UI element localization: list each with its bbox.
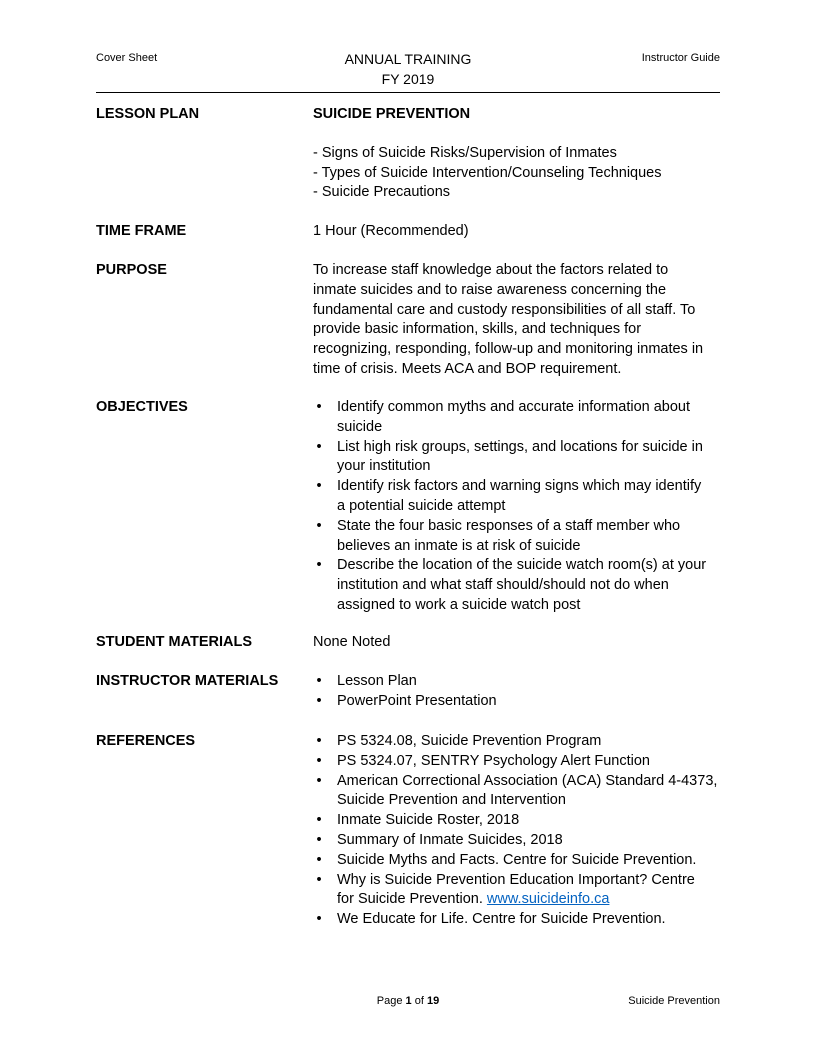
references-list	[313, 732, 720, 930]
suicideinfo-link[interactable]: www.suicideinfo.ca	[486, 891, 610, 908]
objective-line: institution and what staff should/should not do when	[337, 577, 669, 594]
objectives-list	[313, 398, 720, 616]
reference-text: PS 5324.07, SENTRY Psychology Alert Function	[337, 752, 650, 769]
header-divider	[96, 92, 720, 93]
objective-line: List high risk groups, settings, and locations for suicide in	[337, 438, 703, 455]
objective-line: Describe the location of the suicide watch room(s) at your	[337, 557, 707, 574]
bullet-icon: •	[316, 673, 322, 689]
objective-line: a potential suicide attempt	[337, 497, 506, 514]
header-section-label: Cover Sheet	[96, 52, 158, 64]
objective-line: Identify common myths and accurate information about	[337, 399, 691, 415]
page-of: of	[411, 995, 427, 1007]
page-current: 1	[405, 995, 412, 1007]
header-title-line2: FY 2019	[381, 71, 435, 87]
bullet-icon: •	[316, 557, 322, 574]
material-item	[313, 672, 720, 692]
bullet-icon: •	[316, 692, 322, 709]
bullet-icon: •	[316, 438, 322, 455]
objective-item	[313, 556, 720, 615]
page-total: 19	[426, 995, 440, 1007]
bullet-icon: •	[316, 831, 322, 848]
reference-item	[313, 871, 720, 911]
purpose-text	[313, 261, 720, 380]
reference-text: for Suicide Prevention.	[337, 891, 483, 908]
objective-line: suicide	[337, 418, 383, 435]
reference-text: Summary of Inmate Suicides, 2018	[337, 831, 563, 848]
reference-text: Why is Suicide Prevention Education Important? Centre	[337, 871, 695, 888]
purpose-line: time of crisis. Meets ACA and BOP requirement.	[313, 360, 622, 377]
purpose-line: inmate suicides and to raise awareness concerning the	[313, 281, 667, 298]
reference-item	[313, 772, 720, 812]
lesson-topic: - Signs of Suicide Risks/Supervision of Inmates	[313, 144, 617, 161]
objective-item	[313, 477, 720, 517]
lesson-plan-title: SUICIDE PREVENTION	[313, 106, 471, 122]
references-label: REFERENCES	[96, 733, 196, 749]
bullet-icon: •	[316, 812, 322, 829]
objectives-label: OBJECTIVES	[96, 399, 188, 415]
references-content	[313, 732, 720, 930]
instructor-materials-list	[313, 672, 720, 712]
objective-item	[313, 438, 720, 478]
purpose-line: To increase staff knowledge about the factors related to	[313, 262, 669, 278]
purpose-line: fundamental care and custody responsibilities of all staff. To	[313, 301, 696, 318]
reference-text: We Educate for Life. Centre for Suicide Prevention.	[337, 911, 666, 928]
time-frame-value: 1 Hour (Recommended)	[313, 223, 469, 239]
bullet-icon: •	[316, 752, 322, 769]
page-prefix: Page	[376, 995, 406, 1007]
objective-line: believes an inmate is at risk of suicide	[337, 537, 581, 554]
footer-topic: Suicide Prevention	[628, 995, 720, 1007]
bullet-icon: •	[316, 478, 322, 495]
reference-text: Suicide Prevention and Intervention	[337, 792, 566, 809]
objective-item	[313, 517, 720, 557]
material-text: Lesson Plan	[337, 673, 417, 689]
purpose-line: provide basic information, skills, and techniques for	[313, 321, 642, 338]
objective-line: your institution	[337, 458, 431, 475]
material-item	[313, 692, 720, 712]
lesson-topic: - Suicide Precautions	[313, 184, 451, 201]
header-guide-type: Instructor Guide	[641, 52, 720, 64]
bullet-icon: •	[316, 517, 322, 534]
lesson-plan-label: LESSON PLAN	[96, 106, 200, 122]
bullet-icon: •	[316, 851, 322, 868]
time-frame-label: TIME FRAME	[96, 223, 187, 239]
purpose-line: recognizing, responding, follow-up and monitoring inmates in	[313, 341, 704, 358]
reference-text: PS 5324.08, Suicide Prevention Program	[337, 733, 602, 749]
lesson-topic: - Types of Suicide Intervention/Counseling Techniques	[313, 164, 662, 181]
bullet-icon: •	[316, 911, 322, 928]
header-title-line1: ANNUAL TRAINING	[344, 51, 472, 67]
instructor-materials-content	[313, 672, 720, 712]
objective-item	[313, 398, 720, 438]
bullet-icon: •	[316, 399, 322, 415]
reference-item	[313, 851, 720, 871]
page-number	[328, 995, 488, 1007]
header-title	[328, 49, 488, 89]
reference-item	[313, 811, 720, 831]
objective-line: State the four basic responses of a staff member who	[337, 517, 681, 534]
reference-item	[313, 752, 720, 772]
reference-item	[313, 910, 720, 930]
lesson-topics-list	[313, 144, 720, 203]
objective-line: Identify risk factors and warning signs which may identify	[337, 478, 702, 495]
student-materials-label: STUDENT MATERIALS	[96, 634, 253, 650]
objective-line: assigned to work a suicide watch post	[337, 596, 581, 613]
student-materials-value: None Noted	[313, 634, 391, 650]
objectives-content	[313, 398, 720, 616]
bullet-icon: •	[316, 772, 322, 789]
lesson-plan-content	[313, 105, 720, 203]
reference-text: American Correctional Association (ACA) Standard 4-4373,	[337, 772, 718, 789]
bullet-icon: •	[316, 871, 322, 888]
instructor-materials-label: INSTRUCTOR MATERIALS	[96, 673, 279, 689]
reference-line	[337, 890, 720, 910]
reference-text: Suicide Myths and Facts. Centre for Suicide Prevention.	[337, 851, 697, 868]
reference-item	[313, 732, 720, 752]
reference-text: Inmate Suicide Roster, 2018	[337, 812, 520, 829]
bullet-icon: •	[316, 733, 322, 749]
reference-item	[313, 831, 720, 851]
purpose-label: PURPOSE	[96, 262, 167, 278]
material-text: PowerPoint Presentation	[337, 692, 497, 709]
